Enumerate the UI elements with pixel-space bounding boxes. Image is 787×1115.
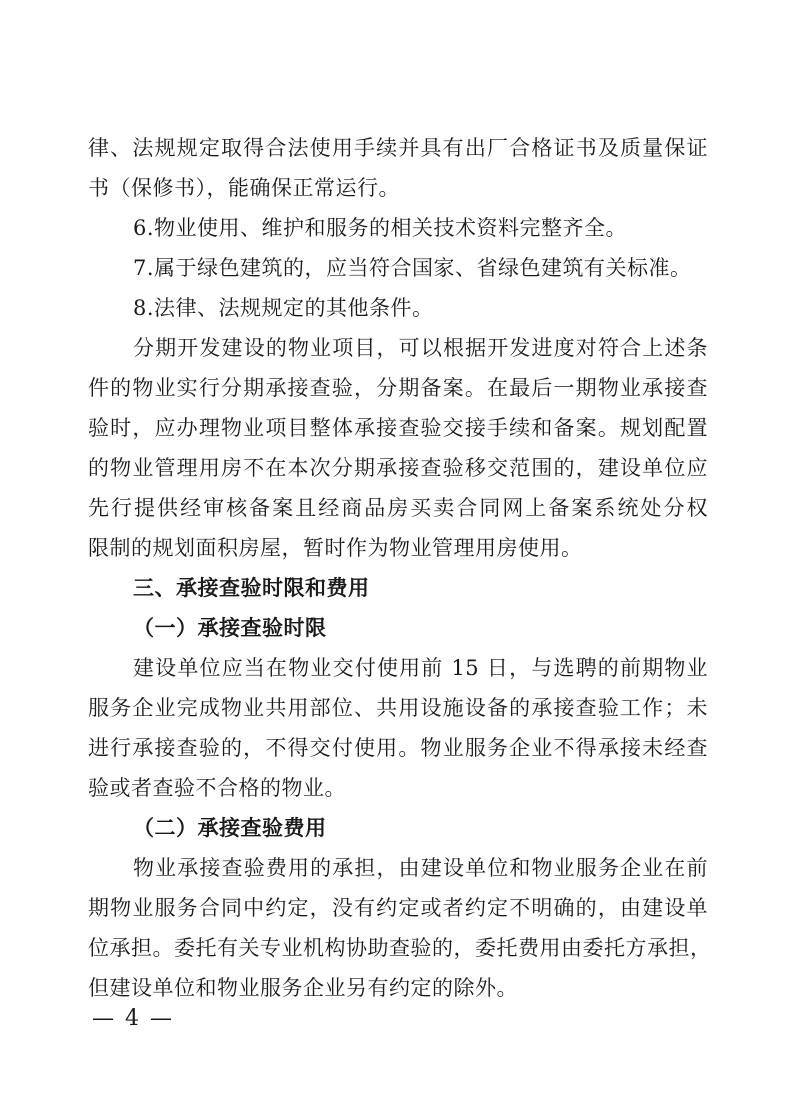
- paragraph-staged-development-line: 的物业管理用房不在本次分期承接查验移交范围的，建设单位应: [88, 456, 708, 480]
- paragraph-cost-line: 期物业服务合同中约定，没有约定或者约定不明确的，由建设单: [88, 896, 708, 920]
- paragraph-staged-development-line: 限制的规划面积房屋，暂时作为物业管理用房使用。: [88, 536, 583, 560]
- paragraph-time-limit-line: 建设单位应当在物业交付使用前 15 日，与选聘的前期物业: [133, 656, 708, 680]
- paragraph-staged-development-line: 验时，应办理物业项目整体承接查验交接手续和备案。规划配置: [88, 416, 708, 440]
- paragraph-time-limit-line: 进行承接查验的，不得交付使用。物业服务企业不得承接未经查: [88, 736, 708, 760]
- paragraph-cost-line: 但建设单位和物业服务企业另有约定的除外。: [88, 976, 518, 1000]
- list-item-8: 8.法律、法规规定的其他条件。: [133, 296, 434, 320]
- body-text-line: 律、法规规定取得合法使用手续并具有出厂合格证书及质量保证: [88, 136, 708, 160]
- list-item-6: 6.物业使用、维护和服务的相关技术资料完整齐全。: [133, 216, 628, 240]
- page-number: — 4 —: [92, 1006, 174, 1031]
- paragraph-staged-development-line: 件的物业实行分期承接查验，分期备案。在最后一期物业承接查: [88, 376, 708, 400]
- body-text-line: 书（保修书），能确保正常运行。: [88, 176, 400, 200]
- paragraph-cost-line: 物业承接查验费用的承担，由建设单位和物业服务企业在前: [133, 856, 708, 880]
- list-item-7: 7.属于绿色建筑的，应当符合国家、省绿色建筑有关标准。: [133, 256, 692, 280]
- paragraph-time-limit-line: 服务企业完成物业共用部位、共用设施设备的承接查验工作；未: [88, 696, 708, 720]
- paragraph-staged-development-line: 分期开发建设的物业项目，可以根据开发进度对符合上述条: [133, 336, 708, 360]
- paragraph-cost-line: 位承担。委托有关专业机构协助查验的，委托费用由委托方承担，: [88, 936, 712, 960]
- subsection-heading-2: （二）承接查验费用: [133, 815, 327, 840]
- subsection-heading-1: （一）承接查验时限: [133, 615, 327, 640]
- paragraph-staged-development-line: 先行提供经审核备案且经商品房买卖合同网上备案系统处分权: [88, 496, 708, 520]
- paragraph-time-limit-line: 验或者查验不合格的物业。: [88, 776, 346, 800]
- section-heading-3: 三、承接查验时限和费用: [133, 576, 370, 600]
